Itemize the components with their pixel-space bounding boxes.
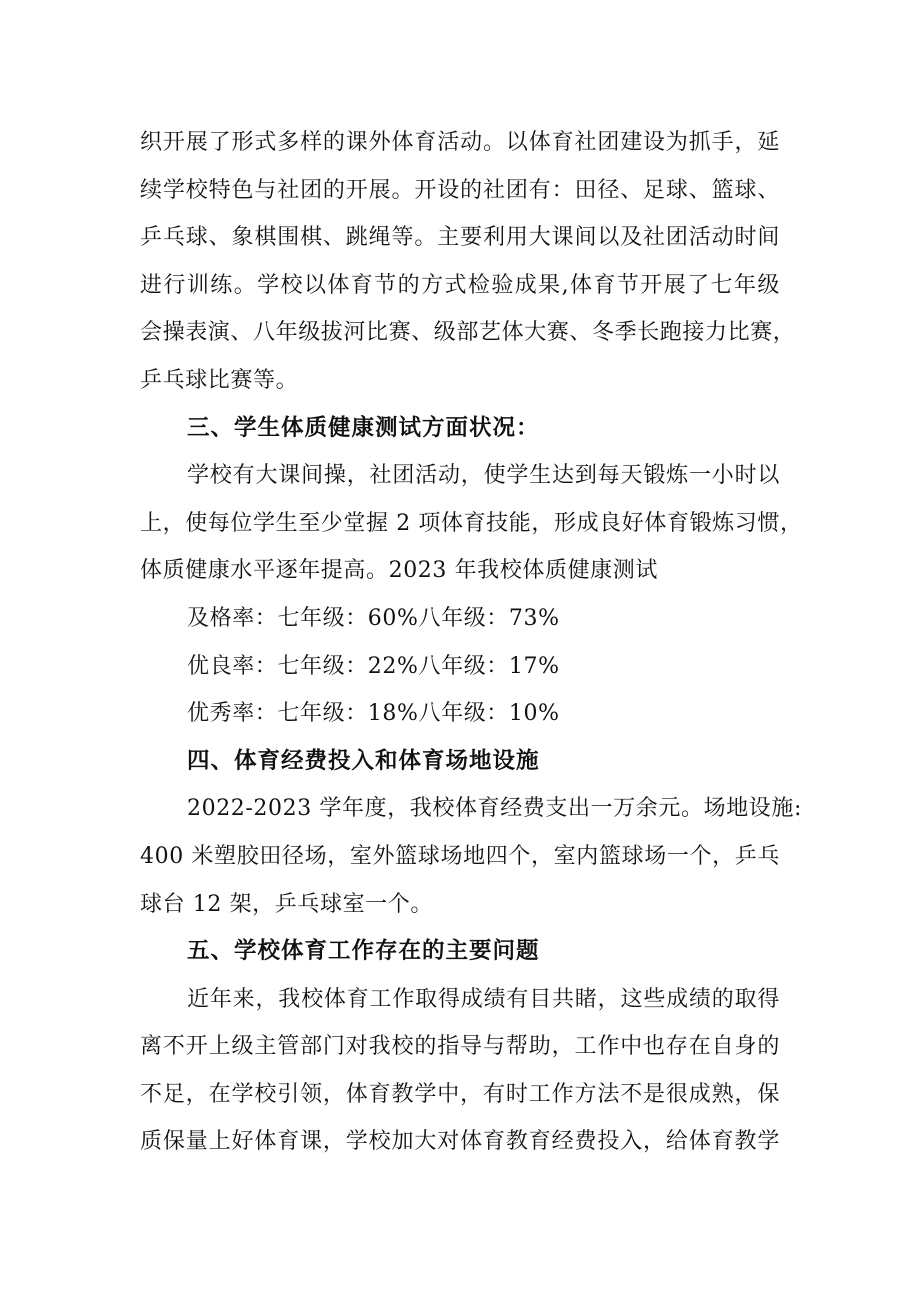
text-line: 离不开上级主管部门对我校的指导与帮助，工作中也存在自身的 bbox=[140, 1034, 780, 1060]
section-heading-5: 五、学校体育工作存在的主要问题 bbox=[187, 938, 540, 965]
section-heading-3: 三、学生体质健康测试方面状况： bbox=[187, 414, 540, 441]
text-line: 400 米塑胶田径场，室外篮球场地四个，室内篮球场一个，乒乓 bbox=[140, 843, 780, 869]
text-line: 学校有大课间操，社团活动，使学生达到每天锻炼一小时以 bbox=[187, 463, 780, 489]
section-heading-4: 四、体育经费投入和体育场地设施 bbox=[187, 747, 540, 774]
text-line: 质保量上好体育课，学校加大对体育教育经费投入，给体育教学 bbox=[140, 1129, 780, 1155]
text-line: 近年来，我校体育工作取得成绩有目共睹，这些成绩的取得 bbox=[187, 986, 780, 1012]
text-line: 进行训练。学校以体育节的方式检验成果,体育节开展了七年级 bbox=[140, 272, 780, 298]
good-rate-line: 优良率：七年级：22%八年级：17% bbox=[187, 653, 560, 679]
text-line: 上，使每位学生至少堂握 2 项体育技能，形成良好体育锻炼习惯， bbox=[140, 510, 803, 536]
paragraph-extracurricular bbox=[140, 119, 796, 405]
text-line: 球台 12 架，乒乓球室一个。 bbox=[140, 891, 433, 917]
excellent-rate-line: 优秀率：七年级：18%八年级：10% bbox=[187, 701, 560, 727]
text-line: 乒乓球比赛等。 bbox=[140, 367, 299, 393]
paragraph-problems bbox=[140, 976, 780, 1166]
text-line: 续学校特色与社团的开展。开设的社团有：田径、足球、篮球、 bbox=[140, 177, 780, 203]
text-line: 体质健康水平逐年提高。2023 年我校体质健康测试 bbox=[140, 558, 658, 584]
document-body bbox=[140, 119, 803, 1166]
text-line: 会操表演、八年级拔河比赛、级部艺体大赛、冬季长跑接力比赛， bbox=[140, 320, 796, 346]
paragraph-funding-facilities bbox=[140, 785, 803, 928]
text-line: 不足，在学校引领，体育教学中，有时工作方法不是很成熟，保 bbox=[140, 1081, 780, 1107]
paragraph-fitness-test bbox=[140, 452, 803, 738]
text-line: 2022-2023 学年度，我校体育经费支出一万余元。场地设施: bbox=[187, 796, 803, 822]
text-line: 乒乓球、象棋围棋、跳绳等。主要利用大课间以及社团活动时间 bbox=[140, 225, 780, 251]
pass-rate-line: 及格率：七年级：60%八年级：73% bbox=[187, 605, 560, 631]
text-line: 织开展了形式多样的课外体育活动。以体育社团建设为抓手，延 bbox=[140, 130, 780, 155]
